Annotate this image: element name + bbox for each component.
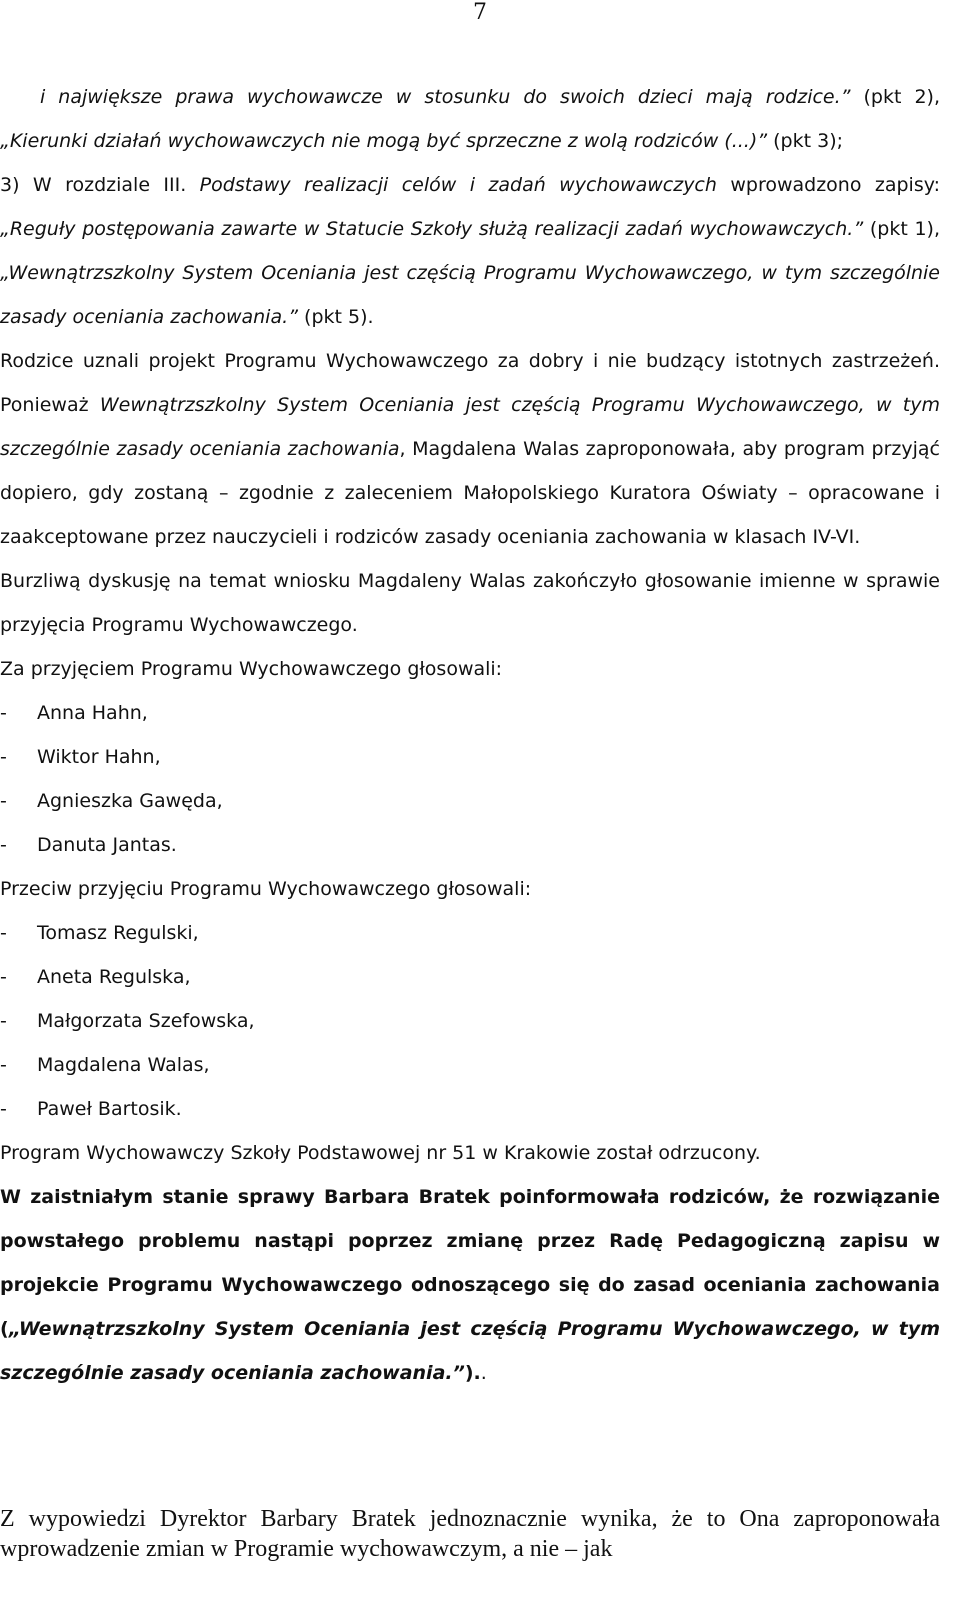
document-body <box>0 75 940 1395</box>
paragraph-quote-continuation: i największe prawa wychowawcze w stosunku do swoich dzieci mają rodzice.” (pkt 2), „Kierunki działań wychowawczych nie mogą być sprzeczne z wolą rodziców (...)” (pkt 3); <box>0 86 940 152</box>
paragraph-chapter-three: 3) W rozdziale III. Podstawy realizacji celów i zadań wychowawczych wprowadzono zapisy: „Reguły postępowania zawarte w Statucie Szkoły służą realizacji zadań wychowawczych.” (pkt 1), „Wewnątrzszkolny System Oceniania jest częścią Programu Wychowawczego, w tym szczególnie zasady oceniania zachowania.” (pkt 5). <box>0 174 940 328</box>
list-item: - Danuta Jantas. <box>0 834 177 856</box>
paragraph-director-statement: W zaistniałym stanie sprawy Barbara Bratek poinformowała rodziców, że rozwiązanie powstałego problemu nastąpi poprzez zmianę przez Radę Pedagogiczną zapisu w projekcie Programu Wychowawczego odnoszącego się do zasad oceniania zachowania („Wewnątrzszkolny System Oceniania jest częścią Programu Wychowawczego, w tym szczególnie zasady oceniania zachowania.”).. <box>0 1186 940 1384</box>
paragraph-parents-opinion: Rodzice uznali projekt Programu Wychowawczego za dobry i nie budzący istotnych zastrzeżeń. Ponieważ Wewnątrzszkolny System Oceniania jest częścią Programu Wychowawczego, w tym szczególnie zasady oceniania zachowania, Magdalena Walas zaproponowała, aby program przyjąć dopiero, gdy zostaną – zgodnie z zaleceniem Małopolskiego Kuratora Oświaty – opracowane i zaakceptowane przez nauczycieli i rodziców zasady oceniania zachowania w klasach IV-VI. <box>0 350 940 548</box>
votes-for-heading: Za przyjęciem Programu Wychowawczego głosowali: <box>0 658 503 680</box>
paragraph-conclusion: Z wypowiedzi Dyrektor Barbary Bratek jednoznacznie wynika, że to Ona zaproponowała wprowadzenie zmian w Programie wychowawczym, a nie – jak <box>0 1506 940 1562</box>
list-item: - Agnieszka Gawęda, <box>0 790 223 812</box>
list-item: - Magdalena Walas, <box>0 1054 210 1076</box>
votes-for-list <box>0 691 940 867</box>
list-item: - Aneta Regulska, <box>0 966 191 988</box>
list-item: - Małgorzata Szefowska, <box>0 1010 255 1032</box>
list-item: - Tomasz Regulski, <box>0 922 199 944</box>
paragraph-program-rejected: Program Wychowawczy Szkoły Podstawowej nr 51 w Krakowie został odrzucony. <box>0 1142 761 1164</box>
votes-against-heading: Przeciw przyjęciu Programu Wychowawczego głosowali: <box>0 878 532 900</box>
paragraph-discussion: Burzliwą dyskusję na temat wniosku Magdaleny Walas zakończyło głosowanie imienne w sprawie przyjęcia Programu Wychowawczego. <box>0 570 940 636</box>
page-number: 7 <box>473 0 487 25</box>
text-italic: i największe prawa wychowawcze w stosunku do swoich dzieci mają rodzice.” <box>40 86 851 108</box>
list-item: - Wiktor Hahn, <box>0 746 161 768</box>
list-item: - Anna Hahn, <box>0 702 148 724</box>
list-item: - Paweł Bartosik. <box>0 1098 182 1120</box>
votes-against-list <box>0 911 940 1131</box>
